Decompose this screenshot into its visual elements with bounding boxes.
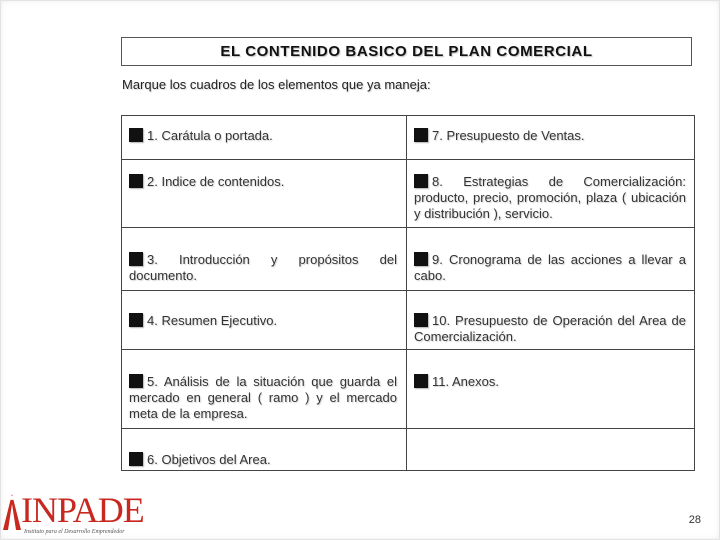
checklist-item-6[interactable] — [129, 452, 397, 468]
page-number: 28 — [688, 514, 701, 526]
checkbox-square-icon[interactable] — [129, 252, 143, 266]
checklist-item-10[interactable] — [414, 313, 686, 345]
checkbox-square-icon[interactable] — [414, 252, 428, 266]
row-divider — [122, 290, 694, 291]
checklist-item-11[interactable] — [414, 374, 686, 390]
checklist-item-2[interactable] — [129, 174, 397, 190]
checkbox-square-icon[interactable] — [414, 374, 428, 388]
checkbox-square-icon[interactable] — [129, 174, 143, 188]
row-divider — [122, 159, 694, 160]
item-label: 5. Análisis de la situación que guarda el mercado en general ( ramo ) y el mercado meta de la empresa. — [129, 374, 397, 421]
inpade-logo — [0, 490, 144, 540]
checklist-item-9[interactable] — [414, 252, 686, 284]
checkbox-square-icon[interactable] — [414, 128, 428, 142]
row-divider — [122, 349, 694, 350]
checklist-item-5[interactable] — [129, 374, 397, 422]
checkbox-square-icon[interactable] — [414, 313, 428, 327]
item-label: 11. Anexos. — [432, 374, 499, 389]
item-label: 10. Presupuesto de Operación del Area de Comercialización. — [414, 313, 686, 344]
item-label: 7. Presupuesto de Ventas. — [432, 128, 585, 143]
item-label: 1. Carátula o portada. — [147, 128, 273, 143]
checklist-table — [121, 115, 695, 471]
checkbox-square-icon[interactable] — [129, 374, 143, 388]
page-title-text: EL CONTENIDO BASICO DEL PLAN COMERCIAL — [220, 43, 593, 60]
mountain-figure-icon — [2, 492, 22, 532]
checkbox-square-icon[interactable] — [129, 452, 143, 466]
page-title — [121, 37, 692, 66]
row-divider — [122, 227, 694, 228]
instruction-text: Marque los cuadros de los elementos que ya maneja: — [122, 77, 431, 92]
checklist-item-1[interactable] — [129, 128, 397, 144]
logo-tagline: Instituto para el Desarrollo Emprendedor — [24, 529, 125, 535]
checklist-item-8[interactable] — [414, 174, 686, 222]
logo-name: INPADE — [21, 490, 144, 530]
checklist-item-7[interactable] — [414, 128, 686, 144]
item-label: 3. Introducción y propósitos del documento. — [129, 252, 397, 283]
checklist-item-3[interactable] — [129, 252, 397, 284]
column-divider — [406, 116, 407, 470]
checkbox-square-icon[interactable] — [129, 128, 143, 142]
item-label: 8. Estrategias de Comercialización: producto, precio, promoción, plaza ( ubicación y distribución ), servicio. — [414, 174, 686, 221]
checklist-item-4[interactable] — [129, 313, 397, 329]
row-divider — [122, 428, 694, 429]
item-label: 2. Indice de contenidos. — [147, 174, 285, 189]
checkbox-square-icon[interactable] — [129, 313, 143, 327]
checkbox-square-icon[interactable] — [414, 174, 428, 188]
item-label: 4. Resumen Ejecutivo. — [147, 313, 278, 328]
item-label: 6. Objetivos del Area. — [147, 452, 271, 467]
item-label: 9. Cronograma de las acciones a llevar a cabo. — [414, 252, 686, 283]
